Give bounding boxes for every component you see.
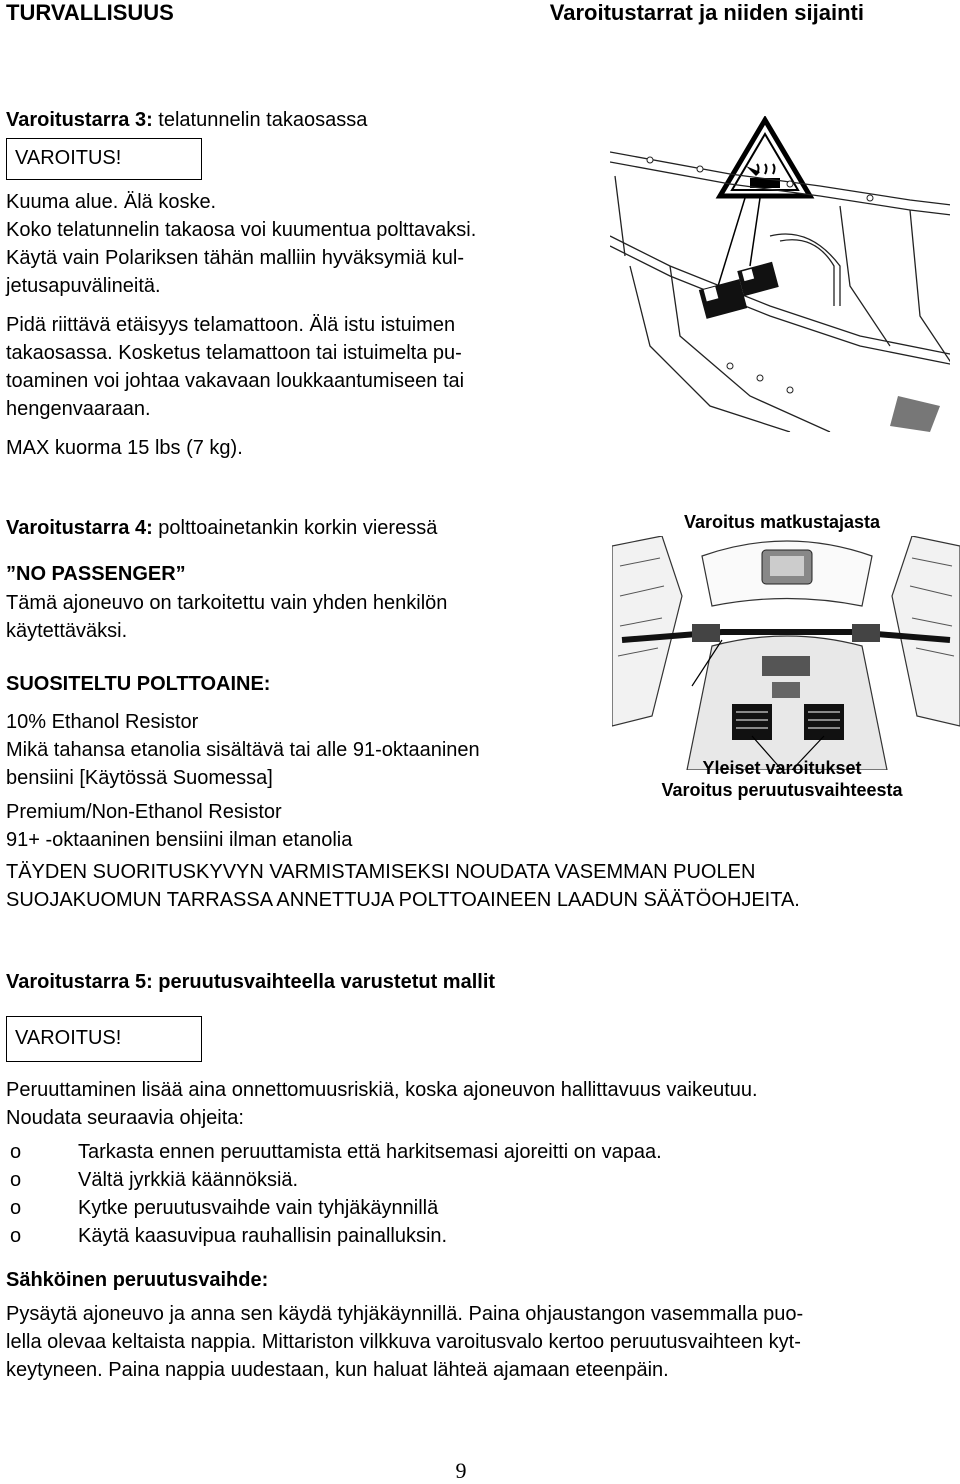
s5-intro-line-0: Peruuttaminen lisää aina onnettomuusriskiä, koska ajoneuvon hallittavuus vaikeutuu. [6,1079,758,1101]
console-decal-figure [612,508,960,804]
section5-title: Varoitustarra 5: peruutusvaihteella varustetut mallit [6,971,496,993]
tunnel-decal-figure [610,116,960,432]
section4-title-label: Varoitustarra 4: [6,517,153,539]
s3-line-3: jetusapuvälineitä. [6,275,161,297]
s3-line-6: toaminen voi johtaa vakavaan loukkaantumiseen tai [6,370,465,392]
tunnel-decals [699,262,779,319]
no-passenger-title: ”NO PASSENGER” [6,563,186,585]
section3-title [6,106,367,134]
caption-general-warnings: Yleiset varoitukset [702,758,862,778]
running-header-right: Varoitustarrat ja niiden sijainti [549,0,864,25]
caption-reverse-warning: Varoitus peruutusvaihteesta [661,780,903,800]
electric-line-0: Pysäytä ajoneuvo ja anna sen käydä tyhjäkäynnillä. Paina ohjaustangon vasemmalla puo- [6,1303,804,1325]
s3-line-7: hengenvaaraan. [6,398,151,420]
s3-line-1: Koko telatunnelin takaosa voi kuumentua polttavaksi. [6,219,477,241]
s3-line-2: Käytä vain Polariksen tähän malliin hyväksymiä kul- [6,247,464,269]
fuel-line-2: bensiini [Käytössä Suomessa] [6,767,273,789]
s3-line-8: MAX kuorma 15 lbs (7 kg). [6,437,243,459]
fuel-title: SUOSITELTU POLTTOAINE: [6,673,271,695]
section5-warning-label: VAROITUS! [15,1027,122,1049]
s5-intro-line-1: Noudata seuraavia ohjeita: [6,1107,244,1129]
section4-title [6,514,437,542]
bullet-text: Käytä kaasuvipua rauhallisin painalluksin. [78,1225,448,1247]
bullet-marker: o [10,1169,22,1191]
bullet-text: Kytke peruutusvaihde vain tyhjäkäynnillä [78,1197,439,1219]
fuel-line-1: Mikä tahansa etanolia sisältävä tai alle 91-oktaaninen [6,739,480,761]
running-header-left: TURVALLISUUS [6,0,174,25]
bullet-marker: o [10,1141,22,1163]
bullet-marker: o [10,1225,22,1247]
console-illustration [612,536,960,770]
caps-line-1: SUOJAKUOMUN TARRASSA ANNETTUJA POLTTOAINEEN LAADUN SÄÄTÖOHJEITA. [6,889,800,911]
passenger-line-0: Tämä ajoneuvo on tarkoitettu vain yhden henkilön [6,592,448,614]
electric-line-2: keytyneen. Paina nappia uudestaan, kun haluat lähteä ajamaan eteenpäin. [6,1359,669,1381]
caps-line-0: TÄYDEN SUORITUSKYVYN VARMISTAMISEKSI NOUDATA VASEMMAN PUOLEN [6,861,756,883]
bullet-text: Tarkasta ennen peruuttamista että harkitsemasi ajoreitti on vapaa. [78,1141,662,1163]
passenger-line-1: käytettäväksi. [6,620,128,642]
s3-line-4: Pidä riittävä etäisyys telamattoon. Älä istu istuimen [6,314,456,336]
section3-title-label: Varoitustarra 3: [6,109,153,131]
bullet-text: Vältä jyrkkiä käännöksiä. [78,1169,299,1191]
s3-line-0: Kuuma alue. Älä koske. [6,191,217,213]
section5-warning-box [6,1016,202,1062]
tunnel-illustration [610,116,960,432]
section3-warning-box [6,138,202,180]
section3-title-text: telatunnelin takaosassa [152,109,368,131]
caption-passenger-warning: Varoitus matkustajasta [683,512,881,532]
fuel-line-3: Premium/Non-Ethanol Resistor [6,801,282,823]
bullet-marker: o [10,1197,22,1219]
page-number: 9 [455,1458,467,1483]
fuel-line-0: 10% Ethanol Resistor [6,711,199,733]
s3-line-5: takaosassa. Kosketus telamattoon tai istuimelta pu- [6,342,462,364]
section3-warning-label: VAROITUS! [15,147,122,169]
section4-title-text: polttoainetankin korkin vieressä [152,517,438,539]
electric-line-1: lella olevaa keltaista nappia. Mittariston vilkkuva varoitusvalo kertoo peruutusvaihteen kyt- [6,1331,801,1353]
fuel-line-4: 91+ -oktaaninen bensiini ilman etanolia [6,829,353,851]
electric-reverse-title: Sähköinen peruutusvaihde: [6,1269,269,1291]
